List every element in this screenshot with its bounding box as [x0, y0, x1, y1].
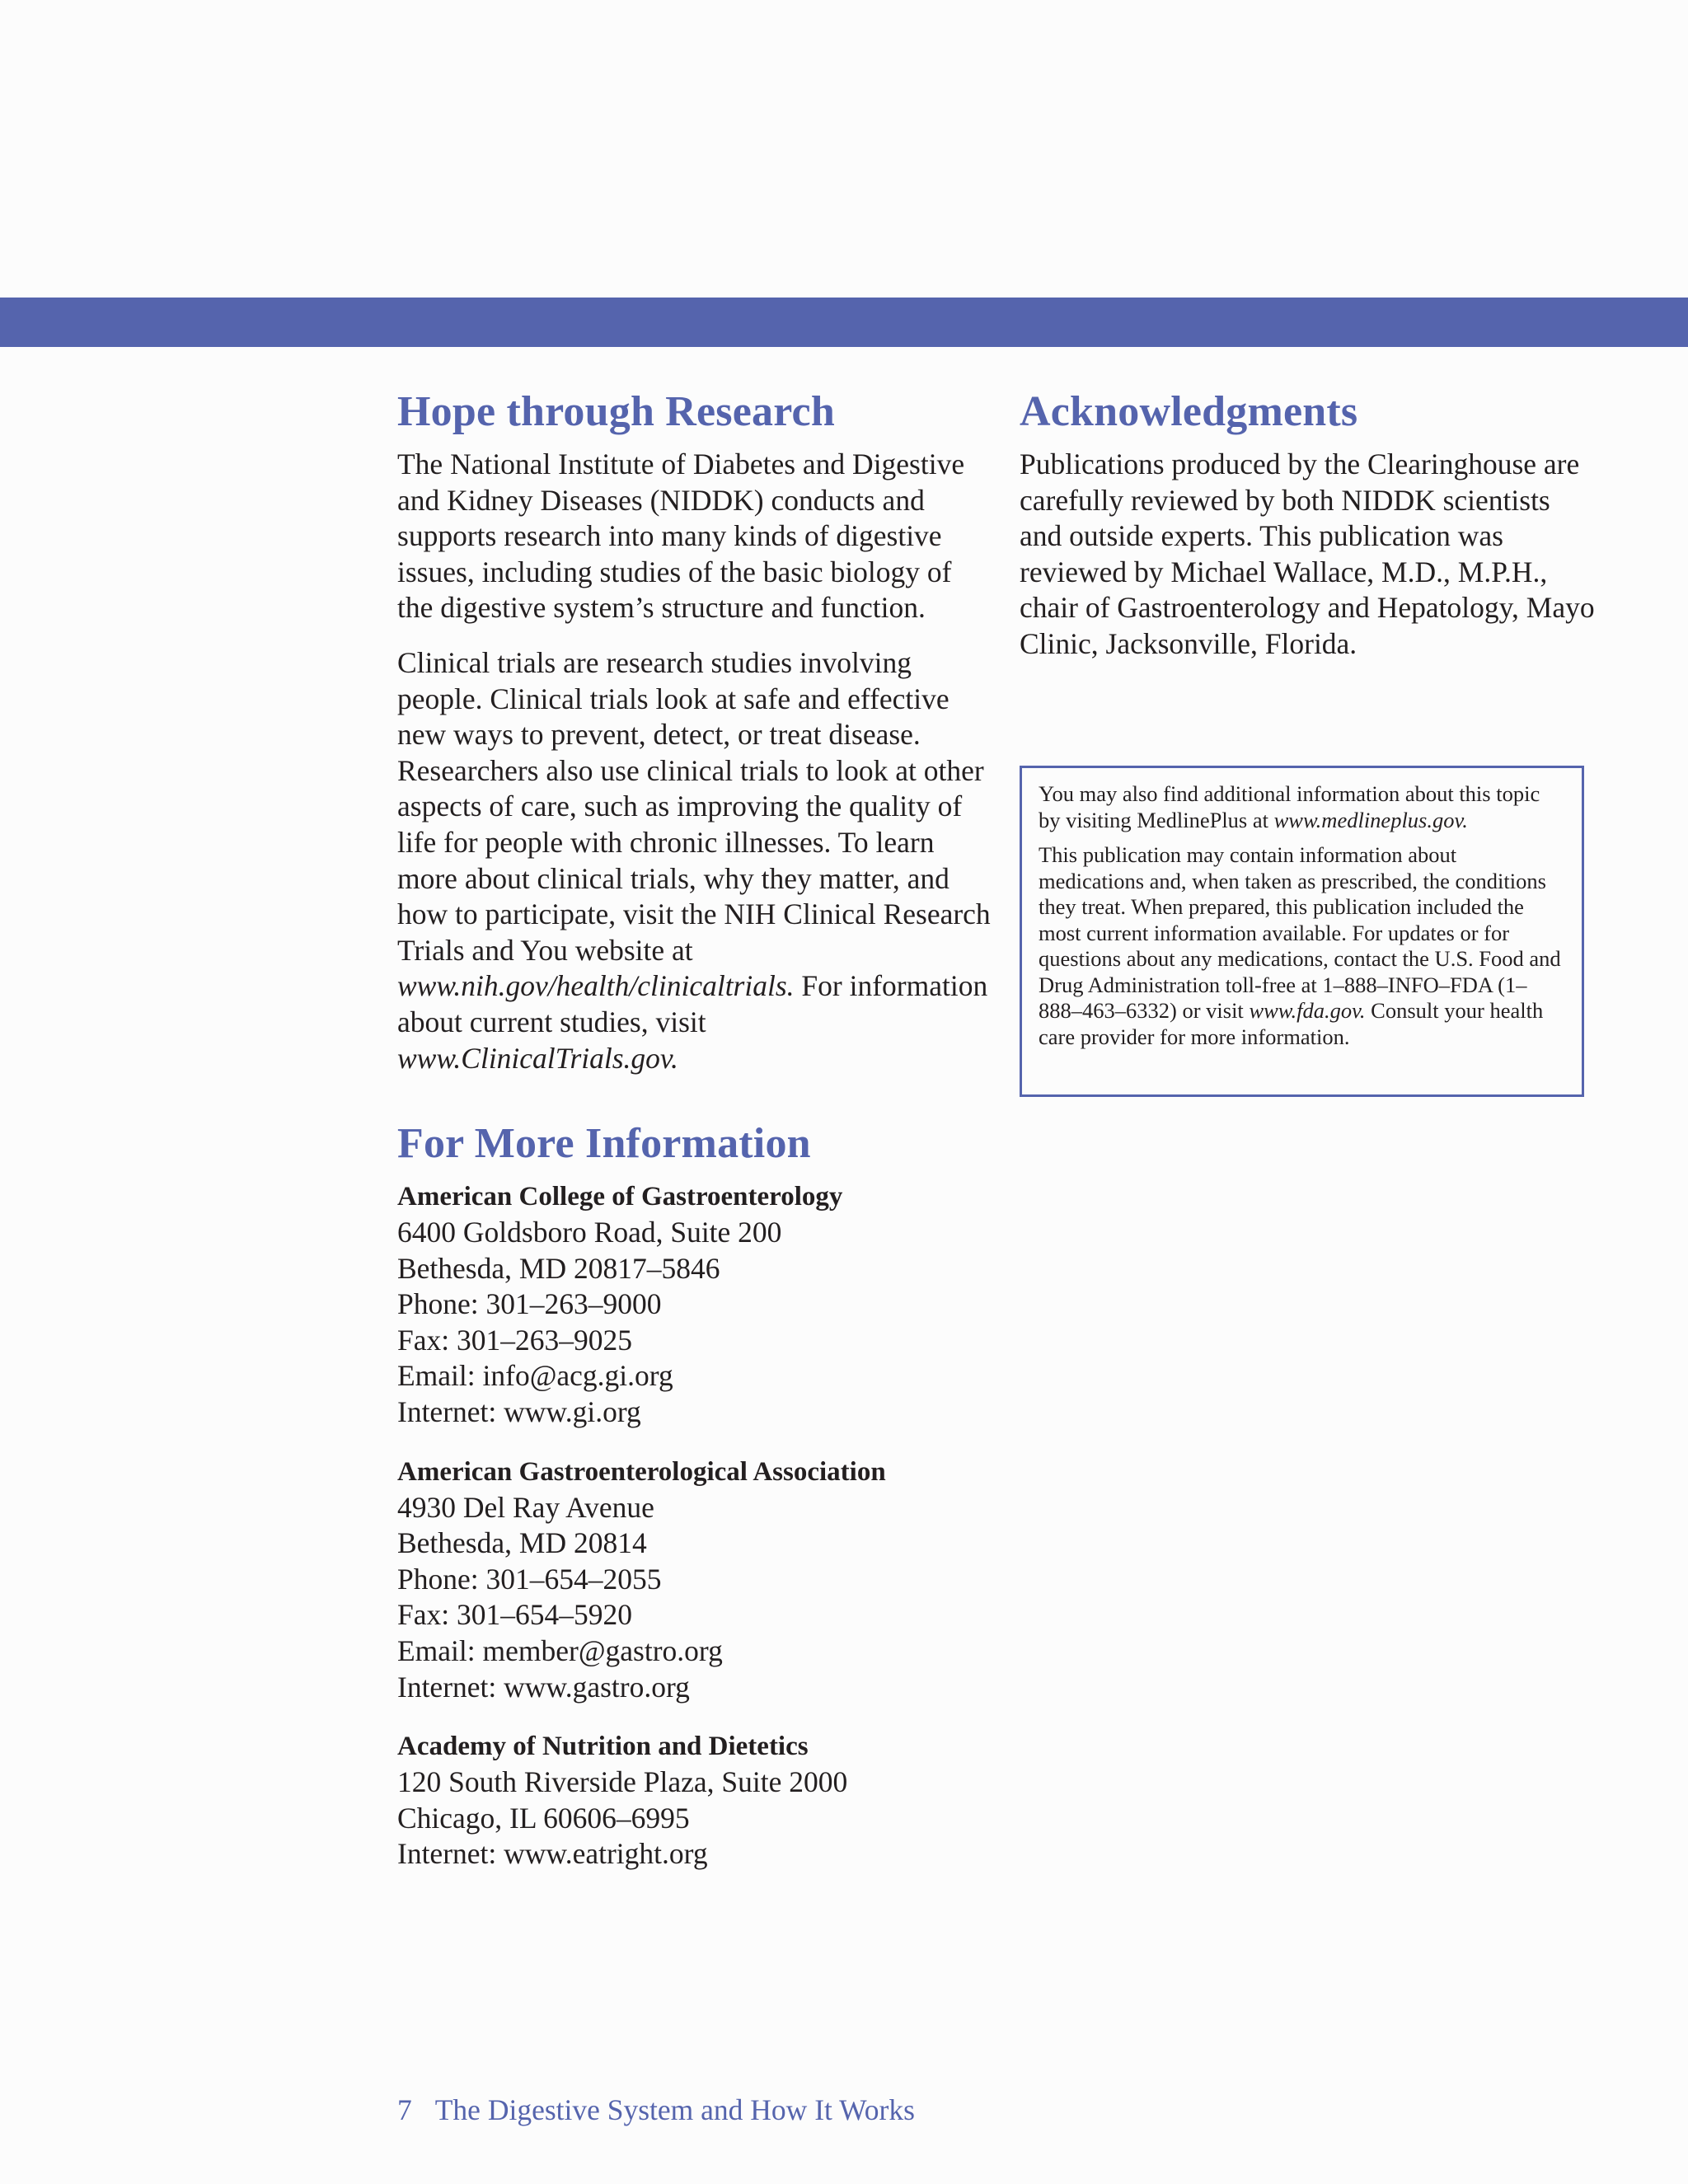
current-studies-text: For information about current studies, visit — [397, 969, 988, 1038]
consult-provider-text: Consult your health care provider for more information. — [1039, 998, 1544, 1049]
org-address-line: 120 South Riverside Plaza, Suite 2000 — [397, 1765, 848, 1799]
org-city-line: Bethesda, MD 20814 — [397, 1526, 647, 1560]
nih-clinical-trials-link[interactable]: www.nih.gov/health/clinicaltrials. — [397, 969, 795, 1003]
org-entry — [397, 1728, 991, 1872]
org-city-line: Bethesda, MD 20817–5846 — [397, 1251, 720, 1285]
medlineplus-note-box — [1020, 766, 1584, 1097]
acknowledgments-heading: Acknowledgments — [1020, 388, 1358, 435]
org-fax-line: Fax: 301–263–9025 — [397, 1323, 632, 1357]
org-city-line: Chicago, IL 60606–6995 — [397, 1801, 690, 1835]
org-email-line[interactable]: Email: info@acg.gi.org — [397, 1359, 673, 1393]
org-name: Academy of Nutrition and Dietetics — [397, 1732, 809, 1762]
left-column — [397, 386, 991, 1872]
for-more-information-heading: For More Information — [397, 1120, 811, 1168]
page-number: 7 — [397, 2093, 412, 2126]
clinicaltrials-gov-link[interactable]: www.ClinicalTrials.gov. — [397, 1041, 678, 1075]
medlineplus-paragraph — [1039, 781, 1565, 833]
niddk-research-paragraph: The National Institute of Diabetes and Digestive and Kidney Diseases (NIDDK) conducts and supports research into many kinds of digestive issues, including studies of the basic biology of the digestive system’s structure and function. — [397, 448, 965, 625]
org-name: American Gastroenterological Association — [397, 1456, 886, 1487]
org-entry — [397, 1454, 991, 1706]
page-footer — [397, 2092, 915, 2128]
org-internet-line[interactable]: Internet: www.gi.org — [397, 1395, 641, 1429]
org-internet-line[interactable]: Internet: www.gastro.org — [397, 1670, 690, 1704]
for-more-information-section — [397, 1118, 991, 1872]
org-name: American College of Gastroenterology — [397, 1182, 843, 1212]
publication-title: The Digestive System and How It Works — [434, 2093, 915, 2126]
org-email-line[interactable]: Email: member@gastro.org — [397, 1634, 723, 1668]
org-phone-line: Phone: 301–654–2055 — [397, 1562, 662, 1596]
right-column — [1020, 386, 1597, 663]
clinical-trials-text: Clinical trials are research studies involving people. Clinical trials look at safe and effective new ways to prevent, detect, or treat disease. Researchers also use clinical trials to look at other aspects of care, such as improving the quality of life for people with chronic illnesses. To learn more about clinical trials, why they matter, and how to participate, visit the NIH Clinical Research Trials and You website at — [397, 645, 991, 967]
org-address-line: 4930 Del Ray Avenue — [397, 1490, 654, 1524]
acknowledgments-section — [1020, 386, 1597, 663]
org-address-line: 6400 Goldsboro Road, Suite 200 — [397, 1216, 782, 1249]
medications-paragraph — [1039, 842, 1565, 1050]
medlineplus-link[interactable]: www.medlineplus.gov. — [1273, 807, 1468, 832]
hope-through-research-heading: Hope through Research — [397, 388, 835, 435]
org-entry — [397, 1179, 991, 1431]
org-phone-line: Phone: 301–263–9000 — [397, 1287, 662, 1321]
fda-link[interactable]: www.fda.gov. — [1249, 998, 1366, 1023]
acknowledgments-paragraph: Publications produced by the Clearinghouse are carefully reviewed by both NIDDK scientists and outside experts. This publication was reviewed by Michael Wallace, M.D., M.P.H., chair of Gastroenterology and Hepatology, Mayo Clinic, Jacksonville, Florida. — [1020, 448, 1595, 660]
medlineplus-text: You may also find additional information about this topic by visiting MedlinePlus at — [1039, 781, 1540, 832]
org-fax-line: Fax: 301–654–5920 — [397, 1598, 632, 1632]
medications-text: This publication may contain information about medications and, when taken as prescribed, the conditions they treat. When prepared, this publication included the most current information available. For updates or for questions about any medications, contact the U.S. Food and Drug Administration toll-free at 1–888–INFO–FDA (1–888–463–6332) or visit — [1039, 842, 1561, 1023]
header-color-band — [0, 298, 1688, 347]
org-internet-line[interactable]: Internet: www.eatright.org — [397, 1837, 708, 1871]
hope-through-research-section — [397, 386, 991, 1076]
clinical-trials-paragraph — [397, 645, 991, 1076]
